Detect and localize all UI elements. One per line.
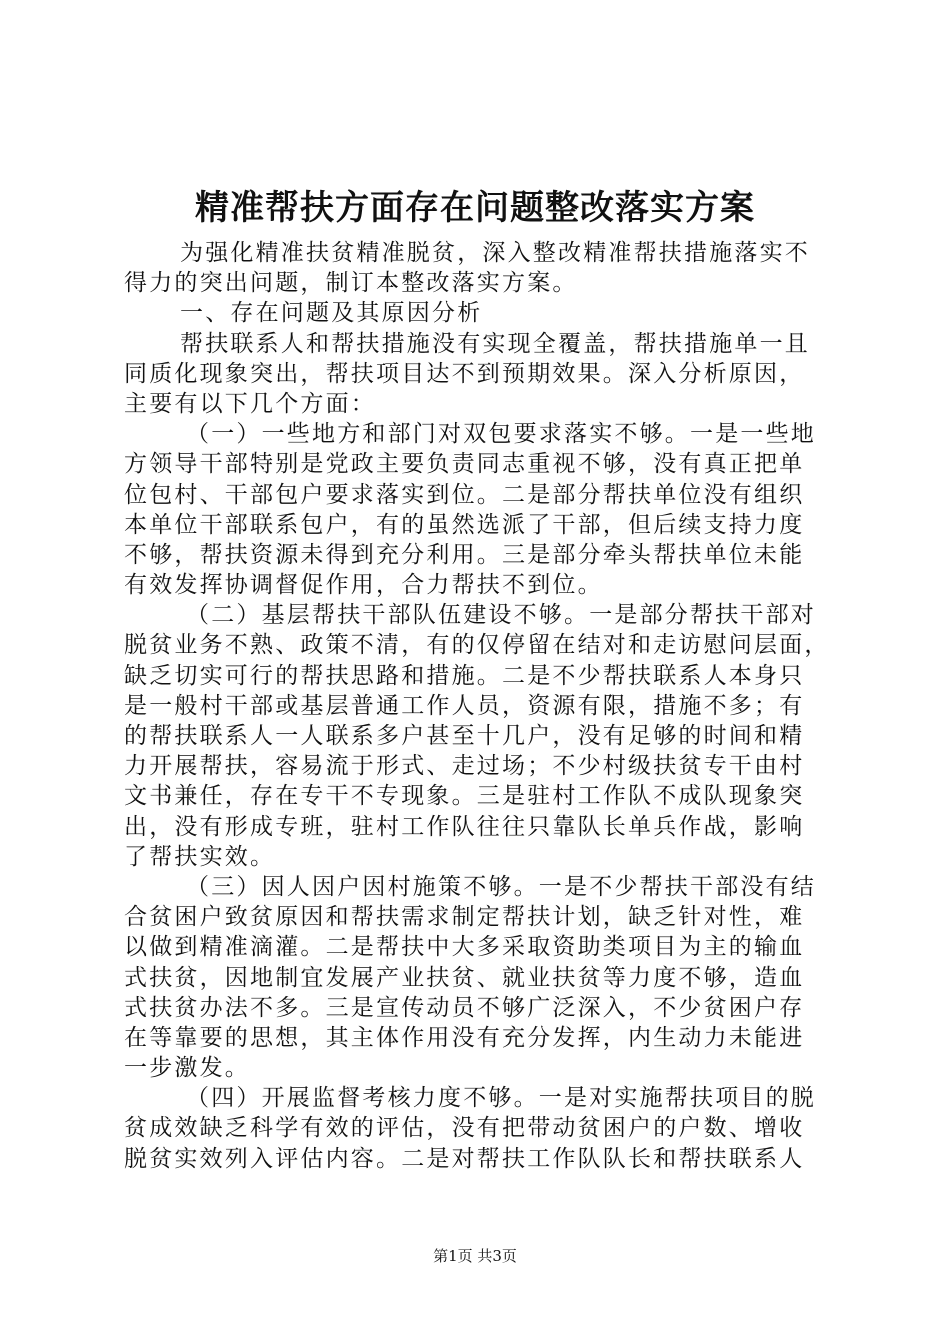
body-text-line: 有效发挥协调督促作用，合力帮扶不到位。 <box>124 572 603 599</box>
body-text-line: 为强化精准扶贫精准脱贫，深入整改精准帮扶措施落实不 <box>180 240 810 266</box>
body-text-line: 得力的突出问题，制订本整改落实方案。 <box>124 270 578 297</box>
document-body <box>124 238 830 1174</box>
body-text-line: （四）开展监督考核力度不够。一是对实施帮扶项目的脱 <box>186 1085 816 1112</box>
page-footer: 第1页 共3页 <box>433 1247 517 1265</box>
body-text-line: 位包村、干部包户要求落实到位。二是部分帮扶单位没有组织 <box>124 481 805 508</box>
body-text-line: 力开展帮扶，容易流于形式、走过场；不少村级扶贫专干由村 <box>124 753 805 780</box>
body-text-line: （一）一些地方和部门对双包要求落实不够。一是一些地 <box>186 421 816 448</box>
body-text-line: 缺乏切实可行的帮扶思路和措施。二是不少帮扶联系人本身只 <box>124 662 805 689</box>
body-text-line: 式扶贫办法不多。三是宣传动员不够广泛深入，不少贫困户存 <box>124 994 805 1021</box>
body-text-line: 贫成效缺乏科学有效的评估，没有把带动贫困户的户数、增收 <box>124 1115 805 1142</box>
body-text-line: 文书兼任，存在专干不专现象。三是驻村工作队不成队现象突 <box>124 783 805 810</box>
body-text-line: 一、存在问题及其原因分析 <box>180 300 483 327</box>
body-text-line: 脱贫实效列入评估内容。二是对帮扶工作队队长和帮扶联系人 <box>124 1145 805 1172</box>
body-text-line: 同质化现象突出，帮扶项目达不到预期效果。深入分析原因， <box>124 360 805 387</box>
body-text-line: 不够，帮扶资源未得到充分利用。三是部分牵头帮扶单位未能 <box>124 541 805 568</box>
body-text-line: 是一般村干部或基层普通工作人员，资源有限，措施不多；有 <box>124 692 805 719</box>
body-text-line: （二）基层帮扶干部队伍建设不够。一是部分帮扶干部对 <box>186 602 816 629</box>
document-title: 精准帮扶方面存在问题整改落实方案 <box>195 188 755 228</box>
body-text-line: 方领导干部特别是党政主要负责同志重视不够，没有真正把单 <box>124 451 805 478</box>
body-text-line: 本单位干部联系包户，有的虽然选派了干部，但后续支持力度 <box>124 511 805 538</box>
body-text-line: 的帮扶联系人一人联系多户甚至十几户，没有足够的时间和精 <box>124 723 805 749</box>
body-text-line: 主要有以下几个方面： <box>124 390 376 417</box>
body-text-line: 式扶贫，因地制宜发展产业扶贫、就业扶贫等力度不够，造血 <box>124 964 805 991</box>
body-text-line: 以做到精准滴灌。二是帮扶中大多采取资助类项目为主的输血 <box>124 934 805 961</box>
body-text-line: 出，没有形成专班，驻村工作队往往只靠队长单兵作战，影响 <box>124 813 805 840</box>
body-text-line: 一步激发。 <box>124 1055 250 1082</box>
body-text-line: （三）因人因户因村施策不够。一是不少帮扶干部没有结 <box>186 873 816 900</box>
body-text-line: 了帮扶实效。 <box>124 843 276 870</box>
body-text-line: 在等靠要的思想，其主体作用没有充分发挥，内生动力未能进 <box>124 1024 805 1051</box>
body-text-line: 帮扶联系人和帮扶措施没有实现全覆盖，帮扶措施单一且 <box>180 330 810 357</box>
body-text-line: 合贫困户致贫原因和帮扶需求制定帮扶计划，缺乏针对性，难 <box>124 904 805 931</box>
body-text-line: 脱贫业务不熟、政策不清，有的仅停留在结对和走访慰问层面， <box>124 632 830 659</box>
